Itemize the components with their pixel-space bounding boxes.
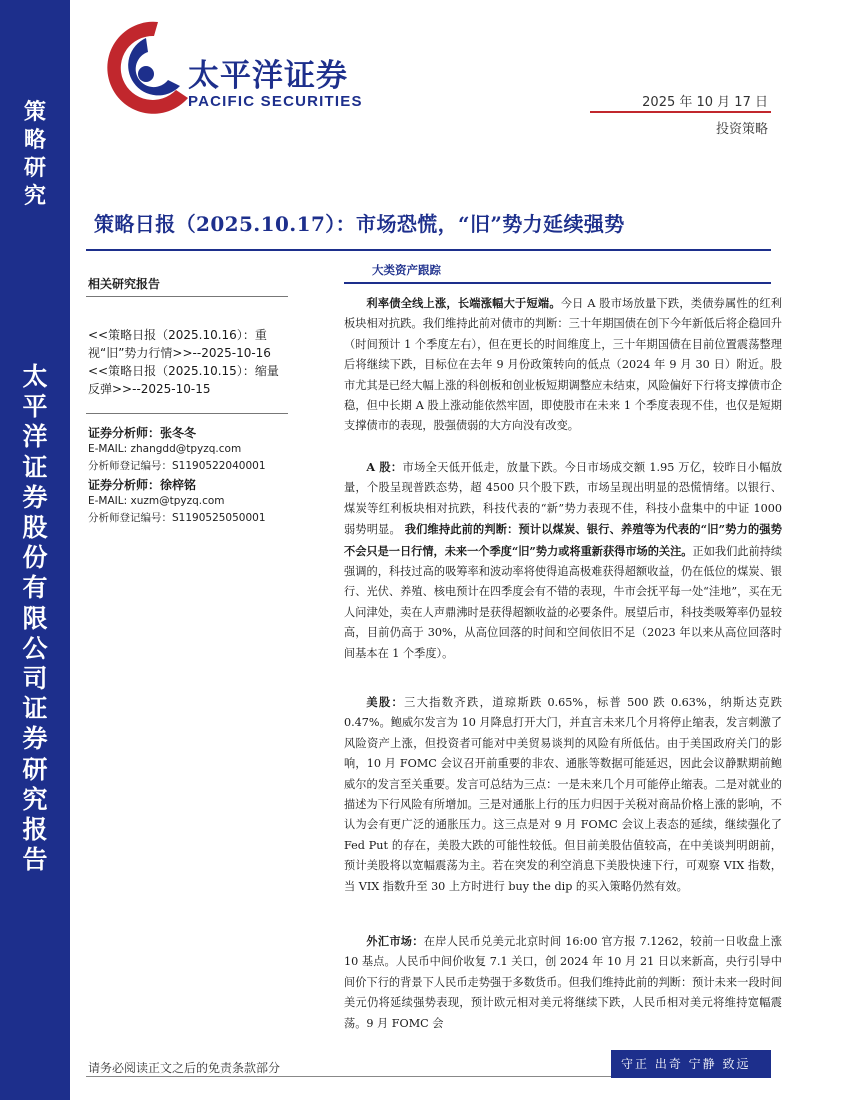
footer-disclaimer[interactable]: 请务必阅读正文之后的免责条款部分 bbox=[88, 1061, 281, 1075]
sidebar-category-label: 策 略 研 究 bbox=[23, 99, 46, 209]
paragraph-bonds: 利率债全线上涨，长端涨幅大于短端。今日 A 股市场放量下跌，类债券属性的红利板块相对抗跌。我们维持此前对债市的判断：三十年期国债在创下今年新低后将企稳回升（时间预计 1 个季度左右），但在更长的时间维度上，三十年期国债在目前位置震荡整理后将继续下跌，目标位在去年 9 月份政策转向的低点（2024 年 9 月 30 日）附近。股市尤其是已经大幅上涨的科创板和创业板短期调整应未结束，风险偏好下行将支撑债市企稳，但中长期 A 股上涨动能依然牢固，即使股市在未来 1 个季度表现不佳，也仅是短期支撑债市的表现，股强债弱的大方向没有改变。 bbox=[344, 296, 782, 433]
paragraph-a-shares: A 股：市场全天低开低走，放量下跌。今日市场成交额 1.95 万亿，较昨日小幅放量，个股呈现普跌态势，超 4500 只个股下跌，市场呈现出明显的恐慌情绪。以银行、煤炭等红利板块相对抗跌，科技代表的“新”势力表现不佳，科技小盘集中的中证 1000 弱势明显。 我们维持此前的判断：预计以煤炭、银行、养殖等为代表的“旧”势力的强势不会只是一日行情，未来一个季度“旧”势力或将重新获得市场的关注。正如我们此前持续强调的，科技过高的吸筹率和波动率将使得追高极难获得超额收益，仍在低位的煤炭、银行、光伏、养殖、核电预计在四季度会有不错的表现，牛市会抚平每一处“洼地”，买在无人问津处，卖在人声鼎沸时是获得超额收益的必要条件。展望后市，科技类吸筹率仍显较高，目前仍高于 30%，从高位回落的时间和空间依旧不足（2023 年以来从高位回落时间基本在 1 个季度）。 bbox=[344, 460, 783, 660]
footer-motto: 守正 出奇 宁静 致远 bbox=[611, 1050, 771, 1078]
related-reports-heading: 相关研究报告 bbox=[88, 277, 161, 291]
logo-english-name: PACIFIC SECURITIES bbox=[188, 93, 363, 110]
related-report-link[interactable]: <<策略日报（2025.10.16）：重视“旧”势力行情>>--2025-10-16 bbox=[88, 328, 271, 360]
related-report-link[interactable]: <<策略日报（2025.10.15）：缩量反弹>>--2025-10-15 bbox=[88, 364, 279, 396]
analyst-registration: 分析师登记编号：S1190522040001 bbox=[88, 460, 266, 472]
title-divider bbox=[86, 249, 771, 251]
analyst-name: 证券分析师：张冬冬 bbox=[88, 426, 197, 440]
analyst-divider bbox=[86, 413, 288, 414]
related-reports-divider bbox=[86, 296, 288, 297]
sidebar bbox=[0, 0, 70, 1100]
analyst-email[interactable]: E-MAIL: xuzm@tpyzq.com bbox=[88, 495, 225, 507]
section-heading: 大类资产跟踪 bbox=[372, 263, 441, 277]
section-divider bbox=[344, 282, 771, 284]
logo-chinese-name: 太平洋证券 bbox=[188, 58, 348, 94]
report-category: 投资策略 bbox=[715, 122, 768, 137]
paragraph-us-stocks: 美股：三大指数齐跌，道琼斯跌 0.65%，标普 500 跌 0.63%，纳斯达克跌 0.47%。鲍威尔发言为 10 月降息打开大门，并直言未来几个月将停止缩表，发言刺激了风险资产上涨，但投资者可能对中美贸易谈判的风险有所低估。由于美国政府关门的影响，10 月 FOMC 会议召开前重要的非农、通胀等数据可能延迟，因此会议静默期前鲍威尔的发言至关重要。发言可总结为三点：一是未来几个月可能停止缩表。二是对就业的描述为下行风险有所增加。三是对通胀上行的压力归因于关税对商品价格上涨的影响，不认为会有更广泛的通胀压力。这三点是对 9 月 FOMC 会议上表态的延续，继续强化了 Fed Put 的存在，美股大跌的可能性较低。但目前美股估值较高，在中美谈判明朗前，预计美股将以宽幅震荡为主。若在突发的利空消息下美股快速下行，可观察 VIX 指数，当 VIX 指数升至 30 上方时进行 buy the dip 的买入策略仍然有效。 bbox=[344, 695, 782, 893]
sidebar-company-label: 太 平 洋 证 券 股 份 有 限 公 司 证 券 研 究 报 告 bbox=[22, 362, 48, 875]
analyst-name: 证券分析师：徐梓铭 bbox=[88, 478, 197, 492]
logo-mark-icon bbox=[96, 16, 196, 122]
report-date: 2025 年 10 月 17 日 bbox=[642, 95, 768, 110]
analyst-email[interactable]: E-MAIL: zhangdd@tpyzq.com bbox=[88, 443, 242, 455]
paragraph-fx: 外汇市场：在岸人民币兑美元北京时间 16:00 官方报 7.1262，较前一日收盘上涨 10 基点。人民币中间价收复 7.1 关口，创 2024 年 10 月 21 日以来新高，央行引导中间价下行的背景下人民币走势强于多数货币。但我们维持此前的判断：预计未来一段时间美元仍将延续强势表现，预计欧元相对美元将继续下跌，人民币相对美元将维持宽幅震荡。9 月 FOMC 会 bbox=[344, 934, 782, 1030]
analyst-registration: 分析师登记编号：S1190525050001 bbox=[88, 512, 266, 524]
header-divider bbox=[590, 111, 771, 113]
page-title: 策略日报（2025.10.17）：市场恐慌，“旧”势力延续强势 bbox=[94, 212, 625, 236]
